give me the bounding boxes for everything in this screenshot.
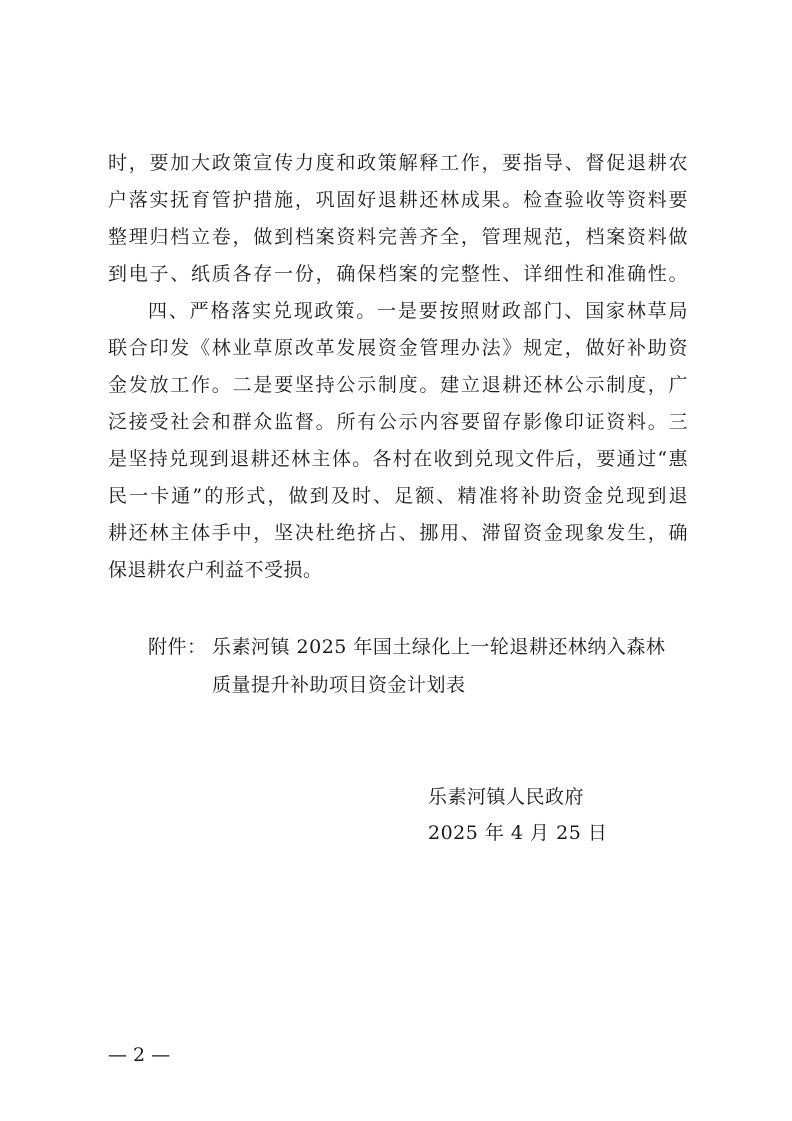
paragraph-line: 耕还林主体手中，坚决杜绝挤占、挪用、滞留资金现象发生，确	[108, 522, 688, 544]
paragraph-line: 四、严格落实兑现政策。一是要按照财政部门、国家林草局	[148, 300, 688, 322]
attachment-title-line1: 乐素河镇 2025 年国土绿化上一轮退耕还林纳入森林	[212, 636, 666, 658]
paragraph-line: 到电子、纸质各存一份，确保档案的完整性、详细性和准确性。	[108, 263, 688, 285]
issue-date: 2025 年 4 月 25 日	[428, 822, 608, 844]
paragraph-line: 整理归档立卷，做到档案资料完善齐全，管理规范，档案资料做	[108, 226, 688, 248]
page-number: — 2 —	[108, 1044, 171, 1066]
paragraph-line: 保退耕农户利益不受损。	[108, 559, 323, 581]
paragraph-line: 民一卡通”的形式，做到及时、足额、精准将补助资金兑现到退	[108, 485, 688, 507]
attachment-title-line2: 质量提升补助项目资金计划表	[212, 674, 466, 696]
paragraph-line: 户落实抚育管护措施，巩固好退耕还林成果。检查验收等资料要	[108, 189, 688, 211]
paragraph-line: 是坚持兑现到退耕还林主体。各村在收到兑现文件后，要通过“惠	[108, 448, 688, 470]
paragraph-line: 时，要加大政策宣传力度和政策解释工作，要指导、督促退耕农	[108, 152, 688, 174]
issuer-name: 乐素河镇人民政府	[428, 786, 585, 808]
paragraph-line: 泛接受社会和群众监督。所有公示内容要留存影像印证资料。三	[108, 411, 688, 433]
paragraph-line: 联合印发《林业草原改革发展资金管理办法》规定，做好补助资	[108, 337, 688, 359]
attachment-label: 附件：	[148, 636, 207, 658]
paragraph-line: 金发放工作。二是要坚持公示制度。建立退耕还林公示制度，广	[108, 374, 688, 396]
